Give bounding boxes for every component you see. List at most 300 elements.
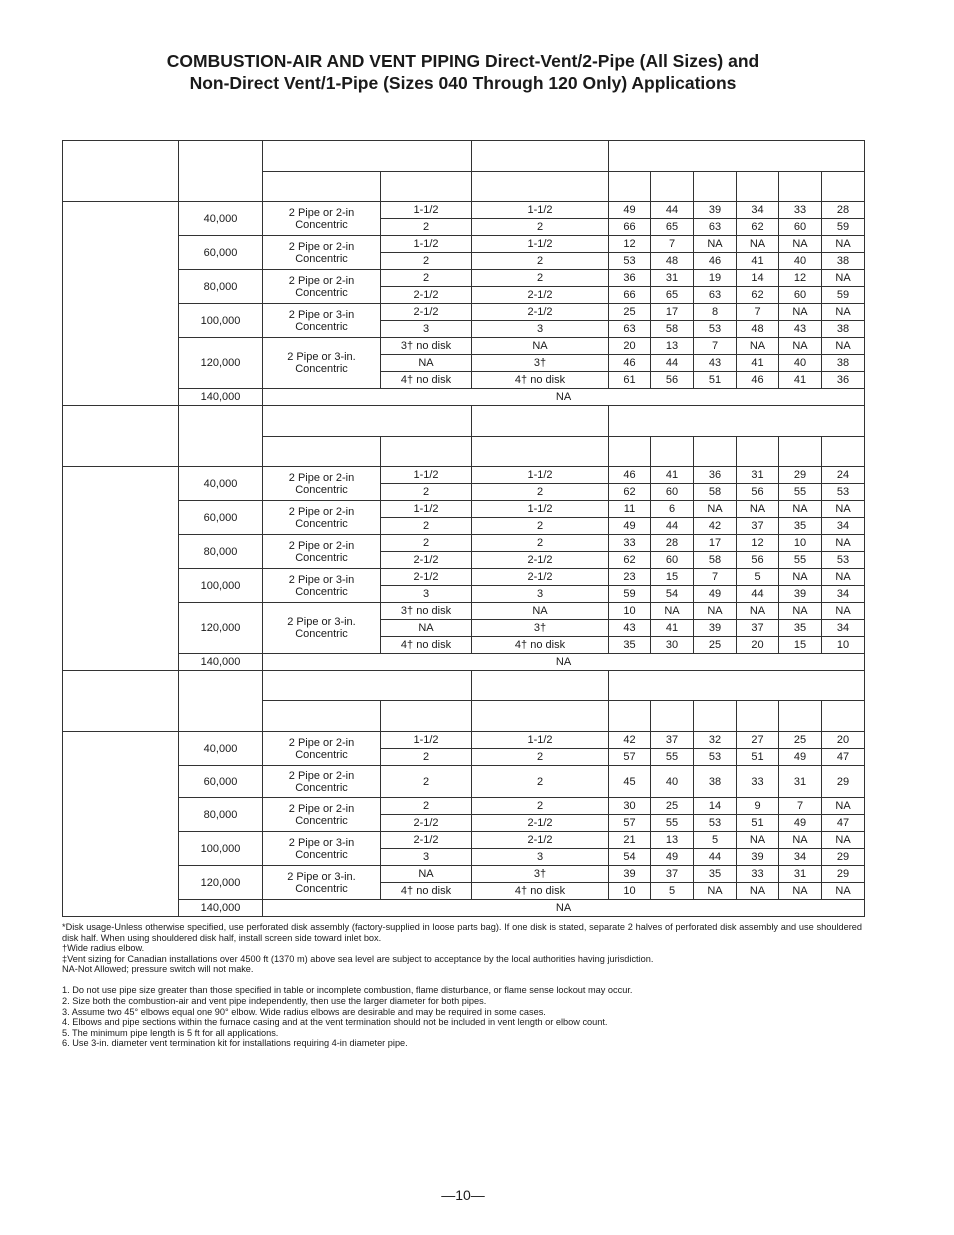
- disk-usage-cell: 2: [472, 749, 609, 766]
- elbow-count-header: [694, 437, 737, 467]
- max-pipe-length-cell: 55: [651, 749, 694, 766]
- max-pipe-length-cell: 15: [651, 569, 694, 586]
- header-cell: [472, 671, 609, 701]
- pipe-diameter-cell: 1-1/2: [381, 501, 472, 518]
- disk-usage-cell: 3†: [472, 355, 609, 372]
- pipe-diameter-cell: 2-1/2: [381, 287, 472, 304]
- max-pipe-length-cell: NA: [822, 304, 865, 321]
- max-pipe-length-cell: 7: [737, 304, 779, 321]
- table-row: [63, 338, 865, 355]
- max-pipe-length-cell: 29: [779, 467, 822, 484]
- disk-usage-cell: 3: [472, 849, 609, 866]
- pipe-diameter-cell: 2-1/2: [381, 304, 472, 321]
- max-pipe-length-cell: 49: [651, 849, 694, 866]
- section-header-row: [63, 671, 865, 701]
- termination-type-cell: 2 Pipe or 3-in. Concentric: [263, 866, 381, 900]
- elbow-count-header: [737, 172, 779, 202]
- termination-type-cell: 2 Pipe or 3-in. Concentric: [263, 603, 381, 654]
- disk-usage-cell: 2-1/2: [472, 832, 609, 849]
- max-pipe-length-cell: 19: [694, 270, 737, 287]
- max-pipe-length-cell: 40: [651, 766, 694, 798]
- disk-usage-cell: 1-1/2: [472, 202, 609, 219]
- max-pipe-length-cell: 14: [694, 798, 737, 815]
- max-pipe-length-cell: 7: [694, 338, 737, 355]
- max-pipe-length-cell: 34: [822, 518, 865, 535]
- max-pipe-length-cell: 34: [822, 620, 865, 637]
- table-row: [63, 732, 865, 749]
- max-pipe-length-cell: 51: [694, 372, 737, 389]
- max-pipe-length-cell: 63: [609, 321, 651, 338]
- table-row: [63, 202, 865, 219]
- max-pipe-length-cell: 63: [694, 287, 737, 304]
- title-line-1: COMBUSTION-AIR AND VENT PIPING Direct-Vent/2-Pipe (All Sizes) and: [166, 51, 760, 71]
- max-pipe-length-cell: 53: [822, 484, 865, 501]
- pipe-diameter-cell: 1-1/2: [381, 467, 472, 484]
- unit-input-cell: 100,000: [179, 569, 263, 603]
- disk-usage-cell: 2: [472, 535, 609, 552]
- max-pipe-length-cell: 58: [694, 552, 737, 569]
- max-pipe-length-cell: 7: [779, 798, 822, 815]
- max-pipe-length-cell: 30: [609, 798, 651, 815]
- disk-usage-cell: 2-1/2: [472, 815, 609, 832]
- table-row: [63, 900, 865, 917]
- disk-usage-cell: 4† no disk: [472, 883, 609, 900]
- max-pipe-length-cell: NA: [737, 338, 779, 355]
- max-pipe-length-cell: 27: [737, 732, 779, 749]
- max-pipe-length-cell: 34: [779, 849, 822, 866]
- max-pipe-length-cell: 38: [822, 253, 865, 270]
- max-pipe-length-cell: 49: [779, 815, 822, 832]
- max-pipe-length-cell: 56: [737, 484, 779, 501]
- not-allowed-cell: NA: [263, 389, 865, 406]
- pipe-diameter-cell: 3: [381, 849, 472, 866]
- max-pipe-length-cell: NA: [822, 569, 865, 586]
- max-pipe-length-cell: 46: [694, 253, 737, 270]
- max-pipe-length-cell: 7: [694, 569, 737, 586]
- max-pipe-length-cell: 33: [737, 766, 779, 798]
- section-label-cell: [63, 406, 179, 467]
- disk-usage-cell: NA: [472, 603, 609, 620]
- max-pipe-length-cell: 31: [651, 270, 694, 287]
- table-row: [63, 389, 865, 406]
- max-pipe-length-cell: NA: [822, 535, 865, 552]
- max-pipe-length-cell: 53: [822, 552, 865, 569]
- disk-usage-cell: 2: [472, 219, 609, 236]
- pipe-diameter-cell: 1-1/2: [381, 236, 472, 253]
- max-pipe-length-cell: 33: [779, 202, 822, 219]
- max-pipe-length-cell: 10: [609, 603, 651, 620]
- max-pipe-length-cell: 6: [651, 501, 694, 518]
- elbow-count-header: [609, 437, 651, 467]
- disk-usage-cell: 3: [472, 321, 609, 338]
- page-number: —10—: [441, 1187, 485, 1203]
- max-pipe-length-cell: 45: [609, 766, 651, 798]
- max-pipe-length-cell: NA: [779, 501, 822, 518]
- max-pipe-length-cell: NA: [779, 832, 822, 849]
- max-pipe-length-cell: 48: [651, 253, 694, 270]
- max-pipe-length-cell: 49: [779, 749, 822, 766]
- note-item: 1. Do not use pipe size greater than those specified in table or incomplete combustion, flame disturbance, or flame sense lockout may occur.: [62, 985, 633, 996]
- max-pipe-length-cell: 13: [651, 338, 694, 355]
- max-pipe-length-cell: 44: [694, 849, 737, 866]
- max-pipe-length-cell: 35: [694, 866, 737, 883]
- page-title: [0, 50, 926, 94]
- max-pipe-length-cell: 59: [822, 219, 865, 236]
- pipe-diameter-cell: NA: [381, 355, 472, 372]
- max-pipe-length-cell: 39: [694, 202, 737, 219]
- max-pipe-length-cell: NA: [651, 603, 694, 620]
- header-cell: [609, 406, 865, 437]
- max-pipe-length-cell: 46: [609, 467, 651, 484]
- disk-usage-cell: 1-1/2: [472, 467, 609, 484]
- termination-type-cell: 2 Pipe or 2-in Concentric: [263, 766, 381, 798]
- max-pipe-length-cell: 63: [694, 219, 737, 236]
- max-pipe-length-cell: 58: [694, 484, 737, 501]
- max-pipe-length-cell: 57: [609, 749, 651, 766]
- max-pipe-length-cell: 39: [737, 849, 779, 866]
- not-allowed-cell: NA: [263, 654, 865, 671]
- max-pipe-length-cell: 20: [609, 338, 651, 355]
- max-pipe-length-cell: 37: [651, 866, 694, 883]
- max-pipe-length-cell: 30: [651, 637, 694, 654]
- max-pipe-length-cell: 56: [651, 372, 694, 389]
- max-pipe-length-cell: 59: [822, 287, 865, 304]
- max-pipe-length-cell: NA: [779, 883, 822, 900]
- max-pipe-length-cell: 37: [651, 732, 694, 749]
- header-cell: [472, 141, 609, 172]
- pipe-diameter-cell: 2-1/2: [381, 552, 472, 569]
- max-pipe-length-cell: 31: [779, 766, 822, 798]
- disk-usage-cell: 2: [472, 798, 609, 815]
- max-pipe-length-cell: 23: [609, 569, 651, 586]
- max-pipe-length-cell: 57: [609, 815, 651, 832]
- disk-usage-cell: 2: [472, 766, 609, 798]
- header-cell: [179, 141, 263, 202]
- termination-type-cell: 2 Pipe or 3-in Concentric: [263, 569, 381, 603]
- header-cell: [381, 701, 472, 732]
- max-pipe-length-cell: 41: [651, 620, 694, 637]
- pipe-diameter-cell: 3: [381, 586, 472, 603]
- max-pipe-length-cell: 38: [822, 355, 865, 372]
- max-pipe-length-cell: NA: [737, 883, 779, 900]
- max-pipe-length-cell: 60: [779, 287, 822, 304]
- max-pipe-length-cell: NA: [822, 338, 865, 355]
- elbow-count-header: [609, 701, 651, 732]
- max-pipe-length-cell: 34: [822, 586, 865, 603]
- max-pipe-length-cell: 54: [609, 849, 651, 866]
- max-pipe-length-cell: 44: [737, 586, 779, 603]
- max-pipe-length-cell: 20: [822, 732, 865, 749]
- header-cell: [609, 141, 865, 172]
- unit-input-cell: 60,000: [179, 766, 263, 798]
- max-pipe-length-cell: 25: [609, 304, 651, 321]
- max-pipe-length-cell: 5: [694, 832, 737, 849]
- unit-input-cell: 100,000: [179, 832, 263, 866]
- max-pipe-length-cell: 55: [779, 552, 822, 569]
- disk-usage-cell: 2: [472, 518, 609, 535]
- max-pipe-length-cell: 40: [779, 355, 822, 372]
- pipe-diameter-cell: 2: [381, 535, 472, 552]
- max-pipe-length-cell: 8: [694, 304, 737, 321]
- max-pipe-length-cell: 33: [737, 866, 779, 883]
- max-pipe-length-cell: 10: [609, 883, 651, 900]
- pipe-diameter-cell: 1-1/2: [381, 202, 472, 219]
- numbered-notes: [62, 985, 862, 1049]
- max-pipe-length-cell: 25: [694, 637, 737, 654]
- section-label-cell: [63, 732, 179, 917]
- pipe-diameter-cell: 2: [381, 219, 472, 236]
- max-pipe-length-cell: 15: [779, 637, 822, 654]
- max-pipe-length-cell: 41: [737, 253, 779, 270]
- max-pipe-length-cell: NA: [694, 501, 737, 518]
- max-pipe-length-cell: 49: [609, 518, 651, 535]
- max-pipe-length-cell: 65: [651, 287, 694, 304]
- disk-usage-cell: 1-1/2: [472, 732, 609, 749]
- max-pipe-length-cell: 54: [651, 586, 694, 603]
- disk-usage-cell: 1-1/2: [472, 236, 609, 253]
- max-pipe-length-cell: NA: [822, 798, 865, 815]
- pipe-diameter-cell: 1-1/2: [381, 732, 472, 749]
- disk-usage-cell: 2: [472, 253, 609, 270]
- elbow-count-header: [609, 172, 651, 202]
- header-cell: [263, 671, 472, 701]
- max-pipe-length-cell: 25: [779, 732, 822, 749]
- max-pipe-length-cell: 42: [694, 518, 737, 535]
- section-label-cell: [63, 467, 179, 671]
- vent-piping-table: [62, 140, 865, 917]
- max-pipe-length-cell: 42: [609, 732, 651, 749]
- unit-input-cell: 60,000: [179, 501, 263, 535]
- max-pipe-length-cell: NA: [737, 501, 779, 518]
- elbow-count-header: [651, 437, 694, 467]
- unit-input-cell: 120,000: [179, 338, 263, 389]
- max-pipe-length-cell: 60: [779, 219, 822, 236]
- max-pipe-length-cell: NA: [779, 236, 822, 253]
- elbow-count-header: [822, 701, 865, 732]
- max-pipe-length-cell: 20: [737, 637, 779, 654]
- max-pipe-length-cell: 55: [651, 815, 694, 832]
- max-pipe-length-cell: 66: [609, 219, 651, 236]
- elbow-count-header: [779, 172, 822, 202]
- elbow-count-header: [694, 172, 737, 202]
- elbow-count-header: [779, 437, 822, 467]
- note-item: 3. Assume two 45° elbows equal one 90° elbow. Wide radius elbows are desirable and may be required in some cases.: [62, 1006, 546, 1017]
- termination-type-cell: 2 Pipe or 2-in Concentric: [263, 732, 381, 766]
- title-line-2: Non-Direct Vent/1-Pipe (Sizes 040 Through 120 Only) Applications: [189, 73, 737, 93]
- elbow-count-header: [822, 437, 865, 467]
- termination-type-cell: 2 Pipe or 3-in. Concentric: [263, 338, 381, 389]
- disk-usage-cell: 1-1/2: [472, 501, 609, 518]
- table-row: [63, 535, 865, 552]
- header-cell: [472, 701, 609, 732]
- max-pipe-length-cell: NA: [779, 603, 822, 620]
- section-label-cell: [63, 202, 179, 406]
- termination-type-cell: 2 Pipe or 3-in Concentric: [263, 832, 381, 866]
- footnote: †Wide radius elbow.: [62, 943, 145, 954]
- max-pipe-length-cell: NA: [779, 338, 822, 355]
- max-pipe-length-cell: 56: [737, 552, 779, 569]
- header-cell: [381, 172, 472, 202]
- header-cell: [472, 172, 609, 202]
- max-pipe-length-cell: 43: [694, 355, 737, 372]
- max-pipe-length-cell: 41: [779, 372, 822, 389]
- disk-usage-cell: 3†: [472, 866, 609, 883]
- pipe-diameter-cell: 3† no disk: [381, 603, 472, 620]
- max-pipe-length-cell: NA: [822, 883, 865, 900]
- footnote-list: [62, 922, 862, 975]
- max-pipe-length-cell: NA: [822, 832, 865, 849]
- max-pipe-length-cell: 53: [694, 321, 737, 338]
- max-pipe-length-cell: 49: [609, 202, 651, 219]
- max-pipe-length-cell: 29: [822, 849, 865, 866]
- max-pipe-length-cell: 51: [737, 815, 779, 832]
- disk-usage-cell: 4† no disk: [472, 372, 609, 389]
- footnotes-block: [62, 922, 862, 1049]
- max-pipe-length-cell: 62: [737, 219, 779, 236]
- max-pipe-length-cell: 21: [609, 832, 651, 849]
- termination-type-cell: 2 Pipe or 2-in Concentric: [263, 236, 381, 270]
- max-pipe-length-cell: 62: [609, 552, 651, 569]
- unit-input-cell: 60,000: [179, 236, 263, 270]
- pipe-diameter-cell: 2: [381, 749, 472, 766]
- header-cell: [263, 141, 472, 172]
- termination-type-cell: 2 Pipe or 2-in Concentric: [263, 501, 381, 535]
- max-pipe-length-cell: 12: [779, 270, 822, 287]
- section-label-cell: [63, 141, 179, 202]
- pipe-diameter-cell: 2: [381, 270, 472, 287]
- max-pipe-length-cell: NA: [737, 832, 779, 849]
- disk-usage-cell: NA: [472, 338, 609, 355]
- section-label-cell: [63, 671, 179, 732]
- section-header-row: [63, 406, 865, 437]
- max-pipe-length-cell: 12: [737, 535, 779, 552]
- max-pipe-length-cell: 35: [609, 637, 651, 654]
- pipe-diameter-cell: 2: [381, 798, 472, 815]
- disk-usage-cell: 2-1/2: [472, 304, 609, 321]
- termination-type-cell: 2 Pipe or 2-in Concentric: [263, 467, 381, 501]
- max-pipe-length-cell: 40: [779, 253, 822, 270]
- table-row: [63, 501, 865, 518]
- termination-type-cell: 2 Pipe or 2-in Concentric: [263, 535, 381, 569]
- unit-input-cell: 100,000: [179, 304, 263, 338]
- termination-type-cell: 2 Pipe or 2-in Concentric: [263, 270, 381, 304]
- max-pipe-length-cell: 36: [822, 372, 865, 389]
- termination-type-cell: 2 Pipe or 3-in Concentric: [263, 304, 381, 338]
- disk-usage-cell: 4† no disk: [472, 637, 609, 654]
- max-pipe-length-cell: 24: [822, 467, 865, 484]
- max-pipe-length-cell: 17: [651, 304, 694, 321]
- pipe-diameter-cell: 2: [381, 484, 472, 501]
- max-pipe-length-cell: NA: [694, 236, 737, 253]
- max-pipe-length-cell: 36: [609, 270, 651, 287]
- pipe-diameter-cell: 2-1/2: [381, 815, 472, 832]
- elbow-count-header: [779, 701, 822, 732]
- max-pipe-length-cell: NA: [779, 304, 822, 321]
- max-pipe-length-cell: 53: [694, 815, 737, 832]
- unit-input-cell: 140,000: [179, 654, 263, 671]
- header-cell: [179, 671, 263, 732]
- not-allowed-cell: NA: [263, 900, 865, 917]
- header-cell: [381, 437, 472, 467]
- unit-input-cell: 80,000: [179, 535, 263, 569]
- max-pipe-length-cell: 61: [609, 372, 651, 389]
- max-pipe-length-cell: 59: [609, 586, 651, 603]
- disk-usage-cell: 2-1/2: [472, 569, 609, 586]
- unit-input-cell: 80,000: [179, 270, 263, 304]
- max-pipe-length-cell: NA: [694, 603, 737, 620]
- max-pipe-length-cell: 33: [609, 535, 651, 552]
- header-cell: [263, 172, 381, 202]
- max-pipe-length-cell: 47: [822, 815, 865, 832]
- max-pipe-length-cell: NA: [822, 501, 865, 518]
- max-pipe-length-cell: 28: [822, 202, 865, 219]
- max-pipe-length-cell: 48: [737, 321, 779, 338]
- table-row: [63, 236, 865, 253]
- pipe-diameter-cell: 2-1/2: [381, 569, 472, 586]
- max-pipe-length-cell: 53: [694, 749, 737, 766]
- max-pipe-length-cell: 13: [651, 832, 694, 849]
- section-header-row: [63, 141, 865, 172]
- max-pipe-length-cell: NA: [822, 603, 865, 620]
- unit-input-cell: 40,000: [179, 202, 263, 236]
- max-pipe-length-cell: 29: [822, 766, 865, 798]
- max-pipe-length-cell: 32: [694, 732, 737, 749]
- pipe-diameter-cell: 4† no disk: [381, 372, 472, 389]
- max-pipe-length-cell: 47: [822, 749, 865, 766]
- disk-usage-cell: 2: [472, 270, 609, 287]
- max-pipe-length-cell: 39: [609, 866, 651, 883]
- max-pipe-length-cell: 44: [651, 518, 694, 535]
- note-item: 5. The minimum pipe length is 5 ft for all applications.: [62, 1027, 279, 1038]
- max-pipe-length-cell: 38: [822, 321, 865, 338]
- pipe-diameter-cell: 3† no disk: [381, 338, 472, 355]
- max-pipe-length-cell: NA: [779, 569, 822, 586]
- max-pipe-length-cell: 17: [694, 535, 737, 552]
- max-pipe-length-cell: NA: [822, 236, 865, 253]
- max-pipe-length-cell: 29: [822, 866, 865, 883]
- table-row: [63, 270, 865, 287]
- unit-input-cell: 40,000: [179, 732, 263, 766]
- max-pipe-length-cell: 10: [822, 637, 865, 654]
- max-pipe-length-cell: 31: [779, 866, 822, 883]
- termination-type-cell: 2 Pipe or 2-in Concentric: [263, 202, 381, 236]
- table-row: [63, 569, 865, 586]
- unit-input-cell: 80,000: [179, 798, 263, 832]
- footnote: NA-Not Allowed; pressure switch will not make.: [62, 964, 254, 975]
- footnote: *Disk usage-Unless otherwise specified, use perforated disk assembly (factory-supplied in loose parts bag). If one disk is stated, separate 2 halves of perforated disk assembly and use shouldered disk half. When using shouldered disk half, install screen side toward inlet box.: [62, 922, 862, 943]
- table-row: [63, 832, 865, 849]
- elbow-count-header: [694, 701, 737, 732]
- max-pipe-length-cell: 43: [609, 620, 651, 637]
- max-pipe-length-cell: 49: [694, 586, 737, 603]
- max-pipe-length-cell: 11: [609, 501, 651, 518]
- disk-usage-cell: 2-1/2: [472, 552, 609, 569]
- pipe-diameter-cell: NA: [381, 620, 472, 637]
- max-pipe-length-cell: 5: [737, 569, 779, 586]
- max-pipe-length-cell: 44: [651, 355, 694, 372]
- max-pipe-length-cell: 60: [651, 552, 694, 569]
- max-pipe-length-cell: 9: [737, 798, 779, 815]
- unit-input-cell: 40,000: [179, 467, 263, 501]
- max-pipe-length-cell: 46: [609, 355, 651, 372]
- max-pipe-length-cell: 37: [737, 518, 779, 535]
- max-pipe-length-cell: 39: [779, 586, 822, 603]
- max-pipe-length-cell: 62: [609, 484, 651, 501]
- pipe-diameter-cell: 2: [381, 766, 472, 798]
- table-row: [63, 798, 865, 815]
- max-pipe-length-cell: 35: [779, 518, 822, 535]
- table-row: [63, 766, 865, 798]
